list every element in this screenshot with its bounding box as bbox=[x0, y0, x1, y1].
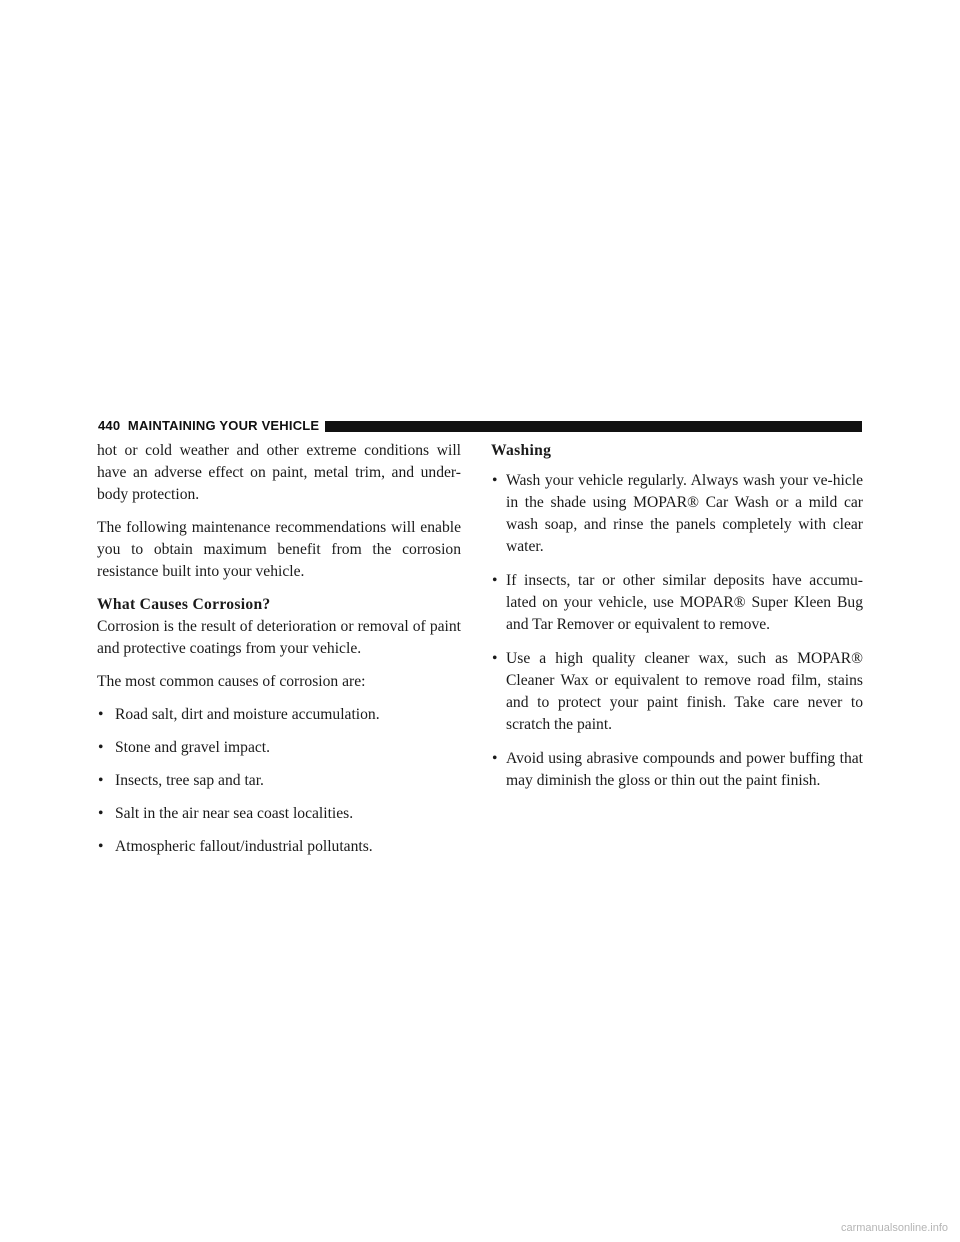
list-item-text: Avoid using abrasive compounds and power buffing that may diminish the gloss or thin out the paint finish. bbox=[506, 750, 863, 789]
washing-list bbox=[491, 470, 863, 792]
right-column bbox=[491, 440, 863, 804]
list-item-text: Stone and gravel impact. bbox=[115, 739, 271, 756]
page-header bbox=[98, 419, 862, 433]
section-title: MAINTAINING YOUR VEHICLE bbox=[127, 418, 320, 433]
list-item-text: Use a high quality cleaner wax, such as MOPAR® Cleaner Wax or equivalent to remove road film, stains and to protect your paint finish. Take care never to scratch the paint. bbox=[506, 650, 863, 733]
washing-heading: Washing bbox=[491, 442, 552, 459]
causes-list bbox=[97, 704, 461, 858]
corrosion-heading: What Causes Corrosion? bbox=[97, 596, 271, 613]
bullet-icon: • bbox=[98, 706, 104, 723]
intro-paragraph: hot or cold weather and other extreme conditions will have an adverse effect on paint, metal trim, and under-body protection. bbox=[97, 442, 461, 503]
left-column bbox=[97, 440, 461, 869]
list-item-text: Insects, tree sap and tar. bbox=[115, 772, 264, 789]
recommendations-paragraph: The following maintenance recommendations will enable you to obtain maximum benefit from the corrosion resistance built into your vehicle. bbox=[97, 519, 461, 580]
list-item bbox=[97, 737, 461, 759]
corrosion-definition: Corrosion is the result of deterioration or removal of paint and protective coatings from your vehicle. bbox=[97, 618, 461, 657]
list-item bbox=[491, 648, 863, 736]
list-item bbox=[491, 748, 863, 792]
page-number: 440 bbox=[98, 418, 121, 433]
list-item bbox=[97, 803, 461, 825]
header-rule bbox=[325, 421, 862, 432]
list-item-text: Atmospheric fallout/industrial pollutants. bbox=[115, 838, 373, 855]
list-item bbox=[97, 770, 461, 792]
bullet-icon: • bbox=[492, 472, 498, 489]
bullet-icon: • bbox=[98, 772, 104, 789]
watermark: carmanualsonline.info bbox=[840, 1222, 948, 1234]
list-item-text: Road salt, dirt and moisture accumulation. bbox=[115, 706, 380, 723]
bullet-icon: • bbox=[492, 650, 498, 667]
list-item-text: If insects, tar or other similar deposits have accumu-lated on your vehicle, use MOPAR® Super Kleen Bug and Tar Remover or equivalent to remove. bbox=[506, 572, 863, 633]
list-item bbox=[491, 570, 863, 636]
bullet-icon: • bbox=[492, 572, 498, 589]
bullet-icon: • bbox=[492, 750, 498, 767]
list-item bbox=[97, 836, 461, 858]
list-item bbox=[491, 470, 863, 558]
list-item bbox=[97, 704, 461, 726]
list-item-text: Wash your vehicle regularly. Always wash your ve-hicle in the shade using MOPAR® Car Wash or a mild car wash soap, and rinse the panels completely with clear water. bbox=[506, 472, 863, 555]
causes-intro: The most common causes of corrosion are: bbox=[97, 673, 366, 690]
bullet-icon: • bbox=[98, 739, 104, 756]
bullet-icon: • bbox=[98, 838, 104, 855]
header-text bbox=[98, 419, 319, 433]
list-item-text: Salt in the air near sea coast localities. bbox=[115, 805, 354, 822]
bullet-icon: • bbox=[98, 805, 104, 822]
